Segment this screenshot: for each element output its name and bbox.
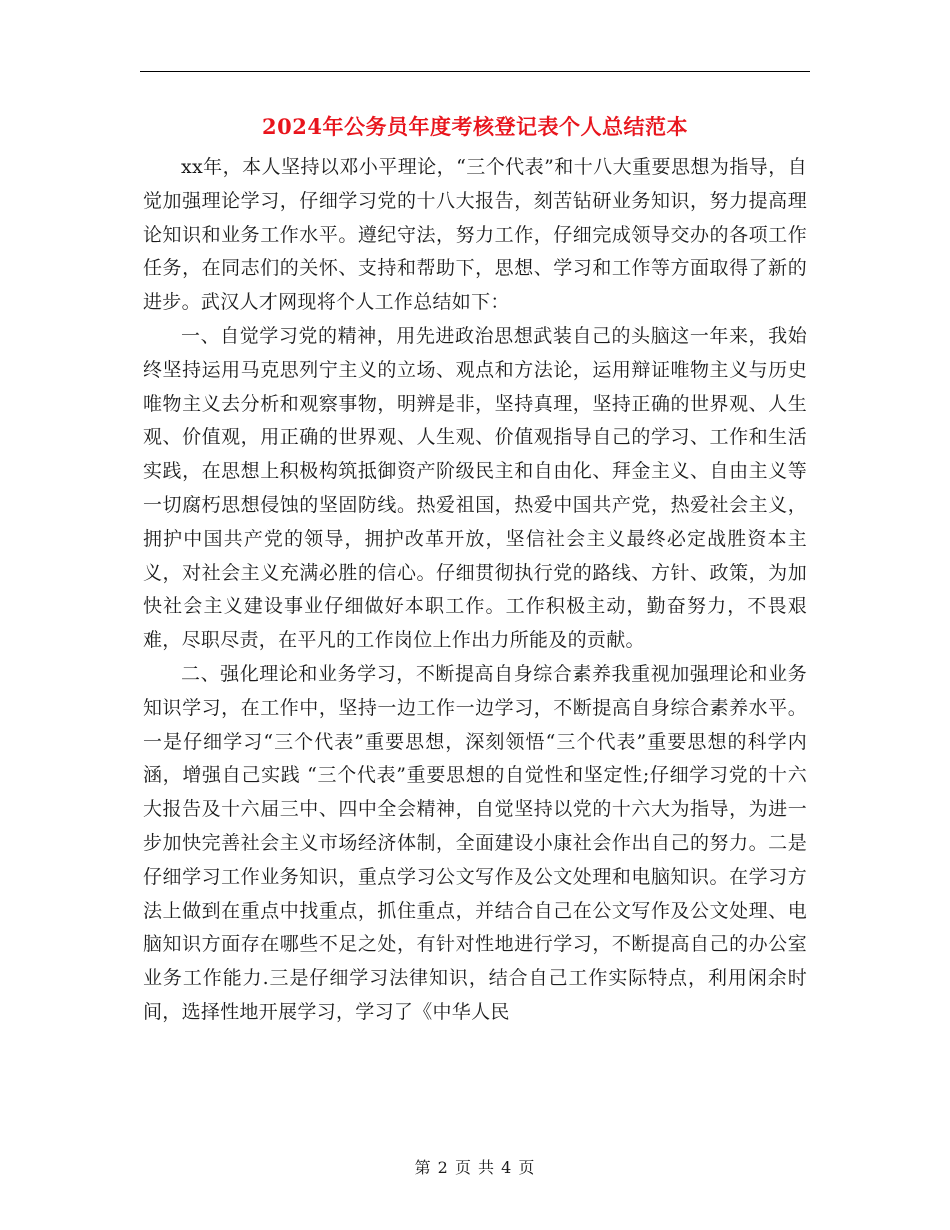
page-number: 第 2 页 共 4 页 [414, 1158, 536, 1177]
paragraph-intro: xx年，本人坚持以邓小平理论，“三个代表”和十八大重要思想为指导，自觉加强理论学习，仔细学习党的十八大报告，刻苦钻研业务知识，努力提高理论知识和业务工作水平。遵纪守法，努力工作，仔细完成领导交办的各项工作任务，在同志们的关怀、支持和帮助下，思想、学习和工作等方面取得了新的进步。武汉人才网现将个人工作总结如下： [143, 156, 807, 314]
document-title: 2024年公务员年度考核登记表个人总结范本 [262, 114, 688, 139]
paragraph-section-1: 一、自觉学习党的精神，用先进政治思想武装自己的头脑这一年来，我始终坚持运用马克思列宁主义的立场、观点和方法论，运用辩证唯物主义与历史唯物主义去分析和观察事物，明辨是非，坚持真理，坚持正确的世界观、人生观、价值观，用正确的世界观、人生观、价值观指导自己的学习、工作和生活实践，在思想上积极构筑抵御资产阶级民主和自由化、拜金主义、自由主义等一切腐朽思想侵蚀的坚固防线。热爱祖国，热爱中国共产党，热爱社会主义，拥护中国共产党的领导，拥护改革开放，坚信社会主义最终必定战胜资本主义，对社会主义充满必胜的信心。仔细贯彻执行党的路线、方针、政策，为加快社会主义建设事业仔细做好本职工作。工作积极主动，勤奋努力，不畏艰难，尽职尽责，在平凡的工作岗位上作出力所能及的贡献。 [143, 324, 807, 652]
paragraph-section-2: 二、强化理论和业务学习，不断提高自身综合素养我重视加强理论和业务知识学习，在工作中，坚持一边工作一边学习，不断提高自身综合素养水平。一是仔细学习“三个代表”重要思想，深刻领悟“三个代表”重要思想的科学内涵，增强自己实践 “三个代表”重要思想的自觉性和坚定性;仔细学习党的十六大报告及十六届三中、四中全会精神，自觉坚持以党的十六大为指导，为进一步加快完善社会主义市场经济体制，全面建设小康社会作出自己的努力。二是仔细学习工作业务知识，重点学习公文写作及公文处理和电脑知识。在学习方法上做到在重点中找重点，抓住重点，并结合自己在公文写作及公文处理、电脑知识方面存在哪些不足之处，有针对性地进行学习，不断提高自己的办公室业务工作能力.三是仔细学习法律知识，结合自己工作实际特点，利用闲余时间，选择性地开展学习，学习了《中华人民 [143, 662, 807, 1023]
header-rule [140, 71, 810, 72]
document-body [143, 151, 807, 1030]
